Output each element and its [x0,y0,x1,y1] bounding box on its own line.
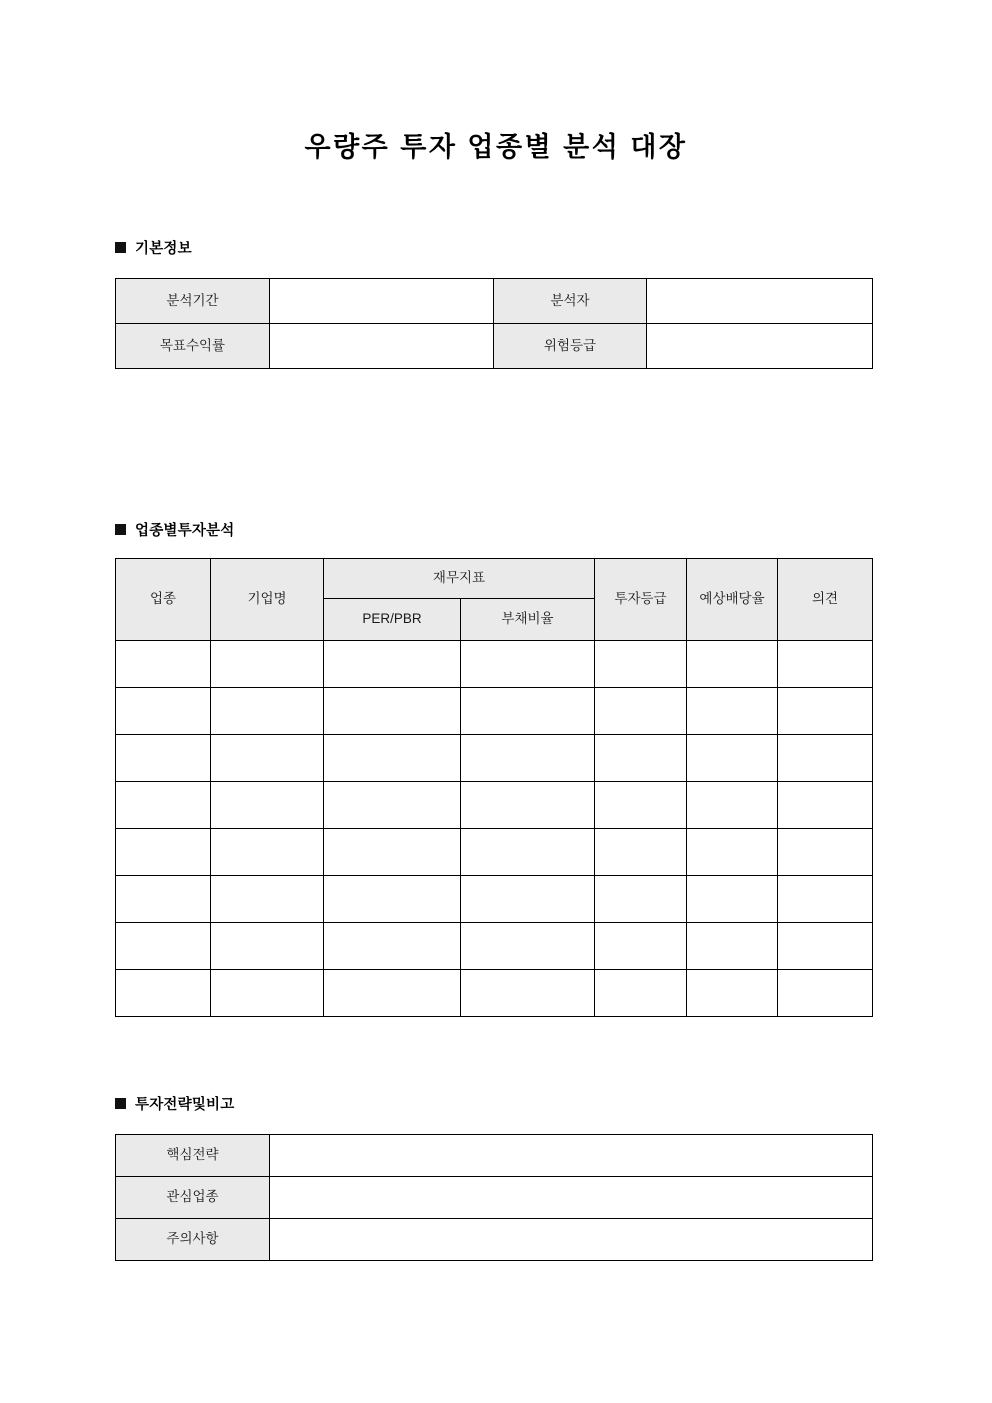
cell-company[interactable] [211,875,324,922]
cell-sector[interactable] [116,687,211,734]
table-row [116,323,873,368]
cell-debt-ratio[interactable] [461,828,595,875]
cell-per-pbr[interactable] [324,640,461,687]
cell-expected-dividend[interactable] [687,922,778,969]
cell-invest-grade[interactable] [595,969,687,1016]
square-bullet-icon [115,1098,126,1109]
label-core-strategy: 핵심전략 [116,1134,270,1176]
field-risk-grade[interactable] [647,323,873,368]
cell-debt-ratio[interactable] [461,875,595,922]
column-header-invest-grade: 투자등급 [595,558,687,640]
cell-invest-grade[interactable] [595,734,687,781]
table-row [116,1134,873,1176]
cell-debt-ratio[interactable] [461,781,595,828]
cell-opinion[interactable] [778,922,873,969]
table-row [116,734,873,781]
cell-sector[interactable] [116,922,211,969]
cell-expected-dividend[interactable] [687,781,778,828]
table-row [116,781,873,828]
cell-per-pbr[interactable] [324,969,461,1016]
cell-expected-dividend[interactable] [687,875,778,922]
field-analyst[interactable] [647,278,873,323]
label-risk-grade: 위험등급 [494,323,647,368]
field-cautions[interactable] [270,1218,873,1260]
table-row [116,1176,873,1218]
cell-company[interactable] [211,687,324,734]
table-row [116,828,873,875]
cell-company[interactable] [211,734,324,781]
cell-opinion[interactable] [778,781,873,828]
cell-sector[interactable] [116,640,211,687]
cell-invest-grade[interactable] [595,828,687,875]
square-bullet-icon [115,524,126,535]
column-header-debt-ratio: 부채비율 [461,598,595,640]
cell-opinion[interactable] [778,734,873,781]
cell-opinion[interactable] [778,875,873,922]
page-title: 우량주 투자 업종별 분석 대장 [304,132,688,162]
column-header-company: 기업명 [211,558,324,640]
cell-opinion[interactable] [778,969,873,1016]
field-interest-sector[interactable] [270,1176,873,1218]
cell-debt-ratio[interactable] [461,734,595,781]
cell-per-pbr[interactable] [324,875,461,922]
section-heading-strategy-remarks [115,1093,877,1114]
section-heading-sector-analysis [115,519,877,540]
cell-sector[interactable] [116,828,211,875]
label-analyst: 분석자 [494,278,647,323]
cell-debt-ratio[interactable] [461,969,595,1016]
column-header-expected-dividend: 예상배당율 [687,558,778,640]
cell-company[interactable] [211,969,324,1016]
table-row [116,922,873,969]
table-header-row-primary [116,558,873,598]
cell-invest-grade[interactable] [595,922,687,969]
cell-company[interactable] [211,922,324,969]
table-row [116,278,873,323]
section-heading-sector-analysis-label: 업종별투자분석 [135,522,235,539]
cell-per-pbr[interactable] [324,828,461,875]
table-row [116,1218,873,1260]
field-analysis-period[interactable] [270,278,494,323]
sector-analysis-table [115,558,873,1017]
cell-per-pbr[interactable] [324,734,461,781]
cell-sector[interactable] [116,969,211,1016]
cell-expected-dividend[interactable] [687,640,778,687]
label-target-return: 목표수익률 [116,323,270,368]
cell-per-pbr[interactable] [324,781,461,828]
section-heading-strategy-remarks-label: 투자전략및비고 [135,1096,235,1113]
cell-invest-grade[interactable] [595,781,687,828]
cell-debt-ratio[interactable] [461,640,595,687]
cell-sector[interactable] [116,781,211,828]
column-header-opinion: 의견 [778,558,873,640]
square-bullet-icon [115,242,126,253]
column-header-sector: 업종 [116,558,211,640]
field-target-return[interactable] [270,323,494,368]
cell-opinion[interactable] [778,828,873,875]
table-row [116,687,873,734]
cell-per-pbr[interactable] [324,687,461,734]
cell-company[interactable] [211,828,324,875]
cell-expected-dividend[interactable] [687,828,778,875]
column-header-financial-indicators: 재무지표 [324,558,595,598]
cell-invest-grade[interactable] [595,687,687,734]
table-row [116,969,873,1016]
strategy-remarks-table [115,1134,873,1261]
cell-invest-grade[interactable] [595,875,687,922]
cell-per-pbr[interactable] [324,922,461,969]
section-heading-basic-info-label: 기본정보 [135,240,192,257]
cell-opinion[interactable] [778,687,873,734]
table-row [116,640,873,687]
cell-expected-dividend[interactable] [687,687,778,734]
cell-company[interactable] [211,781,324,828]
label-cautions: 주의사항 [116,1218,270,1260]
table-row [116,875,873,922]
label-interest-sector: 관심업종 [116,1176,270,1218]
cell-sector[interactable] [116,875,211,922]
cell-debt-ratio[interactable] [461,687,595,734]
column-header-per-pbr: PER/PBR [324,598,461,640]
cell-opinion[interactable] [778,640,873,687]
cell-expected-dividend[interactable] [687,969,778,1016]
sector-analysis-body [116,640,873,1016]
section-heading-basic-info [115,237,877,258]
cell-sector[interactable] [116,734,211,781]
cell-debt-ratio[interactable] [461,922,595,969]
basic-info-table [115,278,873,369]
cell-expected-dividend[interactable] [687,734,778,781]
cell-company[interactable] [211,640,324,687]
field-core-strategy[interactable] [270,1134,873,1176]
label-analysis-period: 분석기간 [116,278,270,323]
cell-invest-grade[interactable] [595,640,687,687]
